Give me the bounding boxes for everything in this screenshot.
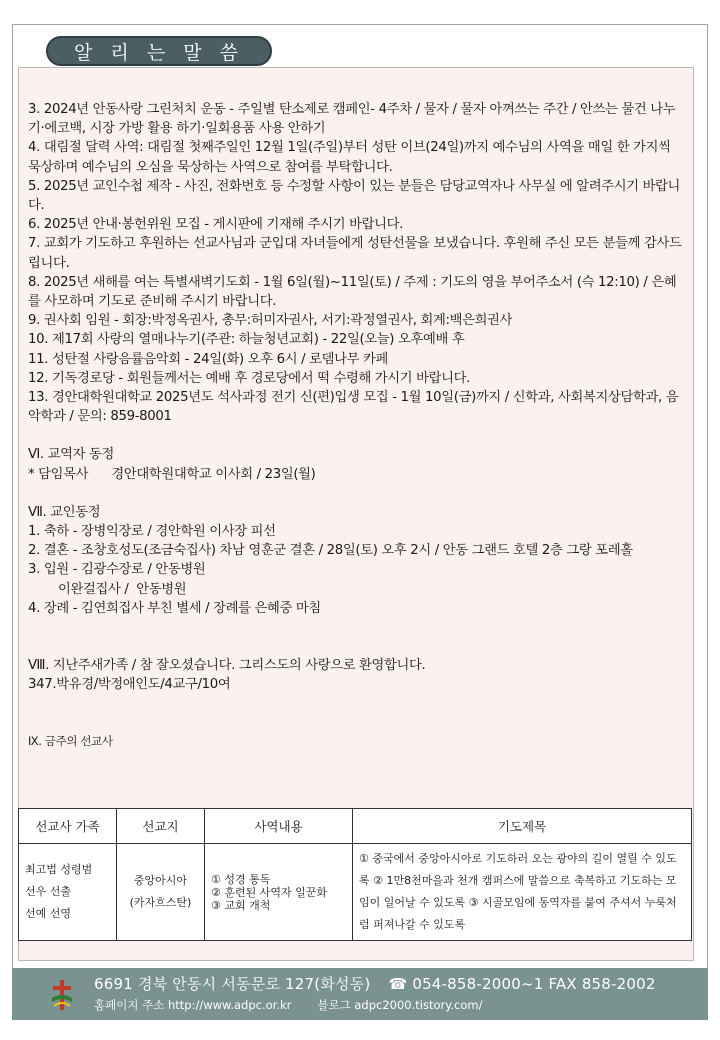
family-member: 최고법 성령범 xyxy=(25,863,93,876)
notice-content xyxy=(28,100,684,752)
staff-heading: Ⅵ. 교역자 동정 xyxy=(28,447,115,463)
family-member: 선예 선영 xyxy=(25,907,72,920)
footer-address: 6691 경북 안동시 서동문로 127(화성동) xyxy=(94,975,371,993)
members-heading: Ⅶ. 교인동정 xyxy=(28,504,101,520)
notice-item: 5. 2025년 교인수첩 제작 - 사진, 전화번호 등 수정할 사항이 있는 분들은 담당교역자나 사무실 에 알려주시기 바랍니다. xyxy=(28,178,681,214)
footer-links xyxy=(94,997,483,1013)
work-cell xyxy=(205,844,353,941)
column-header: 사역내용 xyxy=(205,809,353,844)
place-country: (카자흐스탄) xyxy=(129,896,192,909)
members-item: 1. 축하 - 장병익장로 / 경안학원 이사장 피선 xyxy=(28,524,276,540)
church-footer xyxy=(12,968,708,1020)
table-row xyxy=(19,844,692,941)
notice-item: 13. 경안대학원대학교 2025년도 석사과정 전기 신(편)입생 모집 - 1월 10일(금)까지 / 신학과, 사회복지상담학과, 음악학과 / 문의: 859-8001 xyxy=(28,390,679,425)
column-header: 선교사 가족 xyxy=(19,809,117,844)
work-item: ③ 교회 개척 xyxy=(211,898,271,912)
staff-item: * 담임목사 경안대학원대학교 이사회 / 23일(월) xyxy=(28,466,316,482)
notice-item: 7. 교회가 기도하고 후원하는 선교사님과 군입대 자녀들에게 성탄선물을 보냈습니다. 후원해 주신 모든 분들께 감사드립니다. xyxy=(28,236,682,271)
missionary-table xyxy=(18,808,692,941)
family-member: 선우 선출 xyxy=(25,885,72,898)
notice-item: 4. 대림절 달력 사역: 대림절 첫째주일인 12월 1일(주일)부터 성탄 이브(24일)까지 예수님의 사역을 매일 한 가지씩 묵상하며 예수님의 오심을 묵상하는 사역으로 참여를 부탁합니다. xyxy=(28,140,671,175)
column-header: 기도제목 xyxy=(353,809,692,844)
members-item: 4. 장례 - 김연희집사 부친 별세 / 장례를 은혜중 마침 xyxy=(28,600,321,616)
visitors-list: 347.박유경/박정애인도/4교구/10여 xyxy=(28,677,231,693)
notice-item: 12. 기독경로당 - 회원들께서는 예배 후 경로당에서 떡 수령해 가시기 바랍니다. xyxy=(28,370,471,386)
work-item: ① 성경 통독 xyxy=(211,872,271,886)
place-cell xyxy=(117,844,205,941)
footer-phone: ☎ 054-858-2000~1 FAX 858-2002 xyxy=(388,975,656,993)
church-logo-icon xyxy=(50,978,74,1012)
notice-item: 8. 2025년 새해를 여는 특별새벽기도회 - 1월 6일(월)~11일(토) / 주제 : 기도의 영을 부어주소서 (슥 12:10) / 은혜를 사모하며 기도로 준비해 주시기 바랍니다. xyxy=(28,274,677,310)
visitors-heading: Ⅷ. 지난주새가족 / 참 잘오셨습니다. 그리스도의 사랑으로 환영합니다. xyxy=(28,658,426,674)
members-item: 이완걸집사 / 안동병원 xyxy=(58,581,187,597)
homepage-link[interactable]: 홈페이지 주소 http://www.adpc.or.kr xyxy=(94,998,292,1012)
blog-link[interactable]: 블로그 adpc2000.tistory.com/ xyxy=(317,998,483,1012)
mission-heading: Ⅸ. 금주의 선교사 xyxy=(28,734,113,749)
prayer-cell: ① 중국에서 중앙아시아로 기도하러 오는 광야의 길이 열릴 수 있도록 ② 1만8천마을과 천개 캠퍼스에 말씀으로 축복하고 기도하는 모임이 일어날 수 있도록 ③ 시골모임에 동역자를 붙여 주셔서 누룩처럼 퍼져나갈 수 있도록 xyxy=(353,844,692,941)
footer-contact xyxy=(94,973,656,994)
column-header: 선교지 xyxy=(117,809,205,844)
notice-item: 9. 권사회 임원 - 회장:박정옥권사, 총무:허미자권사, 서기:곽정열권사, 회계:백은희권사 xyxy=(28,313,513,329)
notice-item: 3. 2024년 안동사랑 그린처치 운동 - 주일별 탄소제로 캠페인- 4주차 / 물자 / 물자 아껴쓰는 주간 / 안쓰는 물건 나누기·에코백, 시장 가방 활용 하기·일회용품 사용 안하기 xyxy=(28,102,676,137)
page-title: 알 리 는 말 씀 xyxy=(46,36,272,66)
table-header-row xyxy=(19,809,692,844)
notice-item: 6. 2025년 안내·봉헌위원 모집 - 게시판에 기재해 주시기 바랍니다. xyxy=(28,217,404,233)
work-item: ② 훈련된 사역자 일꾼화 xyxy=(211,885,327,899)
family-cell xyxy=(19,844,117,941)
members-item: 2. 결혼 - 조창호성도(조금숙집사) 차남 영훈군 결혼 / 28일(토) 오후 2시 / 안동 그랜드 호텔 2층 그랑 포레홀 xyxy=(28,543,633,559)
place-name: 중앙아시아 xyxy=(133,874,188,887)
notice-item: 11. 성탄절 사랑음률음악회 - 24일(화) 오후 6시 / 로뎀나무 카페 xyxy=(28,351,388,367)
notice-item: 10. 제17회 사랑의 열매나누기(주관: 하늘청년교회) - 22일(오늘) 오후예배 후 xyxy=(28,332,465,348)
members-item: 3. 입원 - 김광수장로 / 안동병원 xyxy=(28,562,206,578)
